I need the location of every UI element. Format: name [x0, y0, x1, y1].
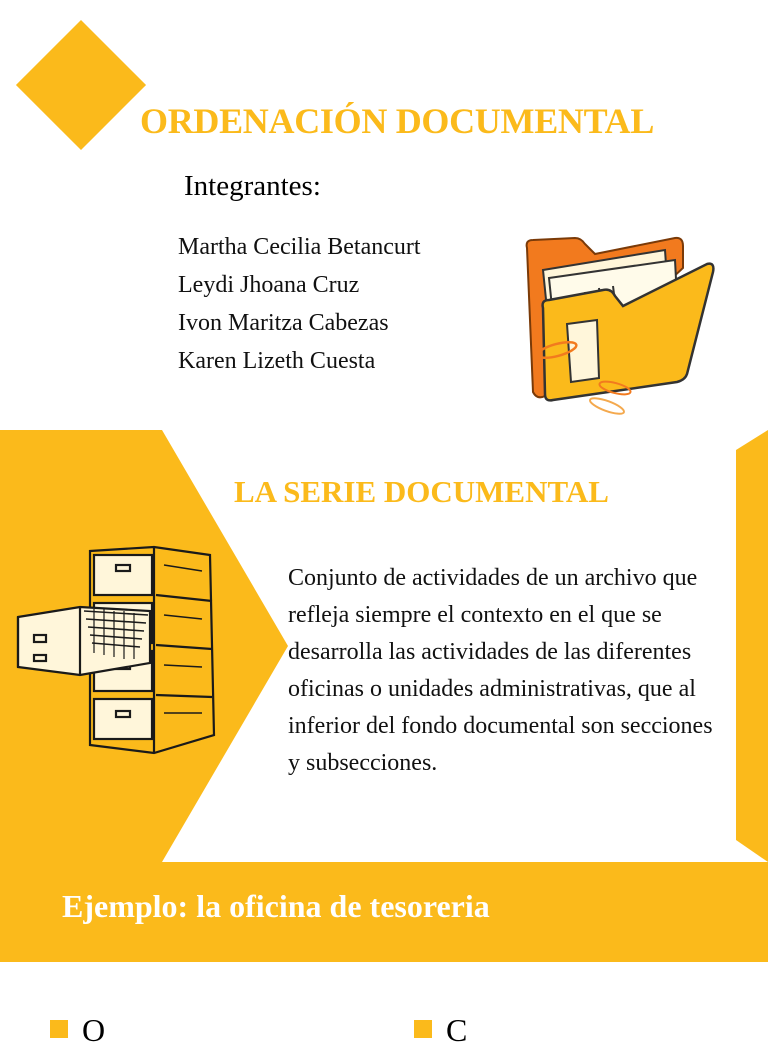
decorative-diamond [16, 20, 146, 150]
bullet-square-icon [414, 1020, 432, 1038]
folder-with-papers-icon [515, 228, 720, 418]
members-list [178, 228, 421, 380]
bullet-item [50, 1012, 370, 1048]
bullet-item [414, 1012, 744, 1048]
example-label: Ejemplo: la oficina de tesoreria [62, 888, 490, 924]
bullet-text: O [82, 1012, 106, 1048]
member-name: Karen Lizeth Cuesta [178, 348, 376, 374]
member-name: Ivon Maritza Cabezas [178, 310, 389, 336]
member-name: Martha Cecilia Betancurt [178, 234, 421, 260]
bullet-square-icon [50, 1020, 68, 1038]
section-title: LA SERIE DOCUMENTAL [234, 474, 609, 509]
filing-cabinet-icon [14, 545, 220, 755]
members-heading: Integrantes: [184, 170, 321, 202]
section-definition: Conjunto de actividades de un archivo que refleja siempre el contexto en el que se desarrolla las actividades de las diferentes oficinas o unidades administrativas, que al inferior del fondo documental son secciones y subsecciones. [288, 565, 713, 776]
page-title: ORDENACIÓN DOCUMENTAL [140, 101, 655, 141]
bullet-text: C [446, 1012, 468, 1048]
member-name: Leydi Jhoana Cruz [178, 272, 360, 298]
